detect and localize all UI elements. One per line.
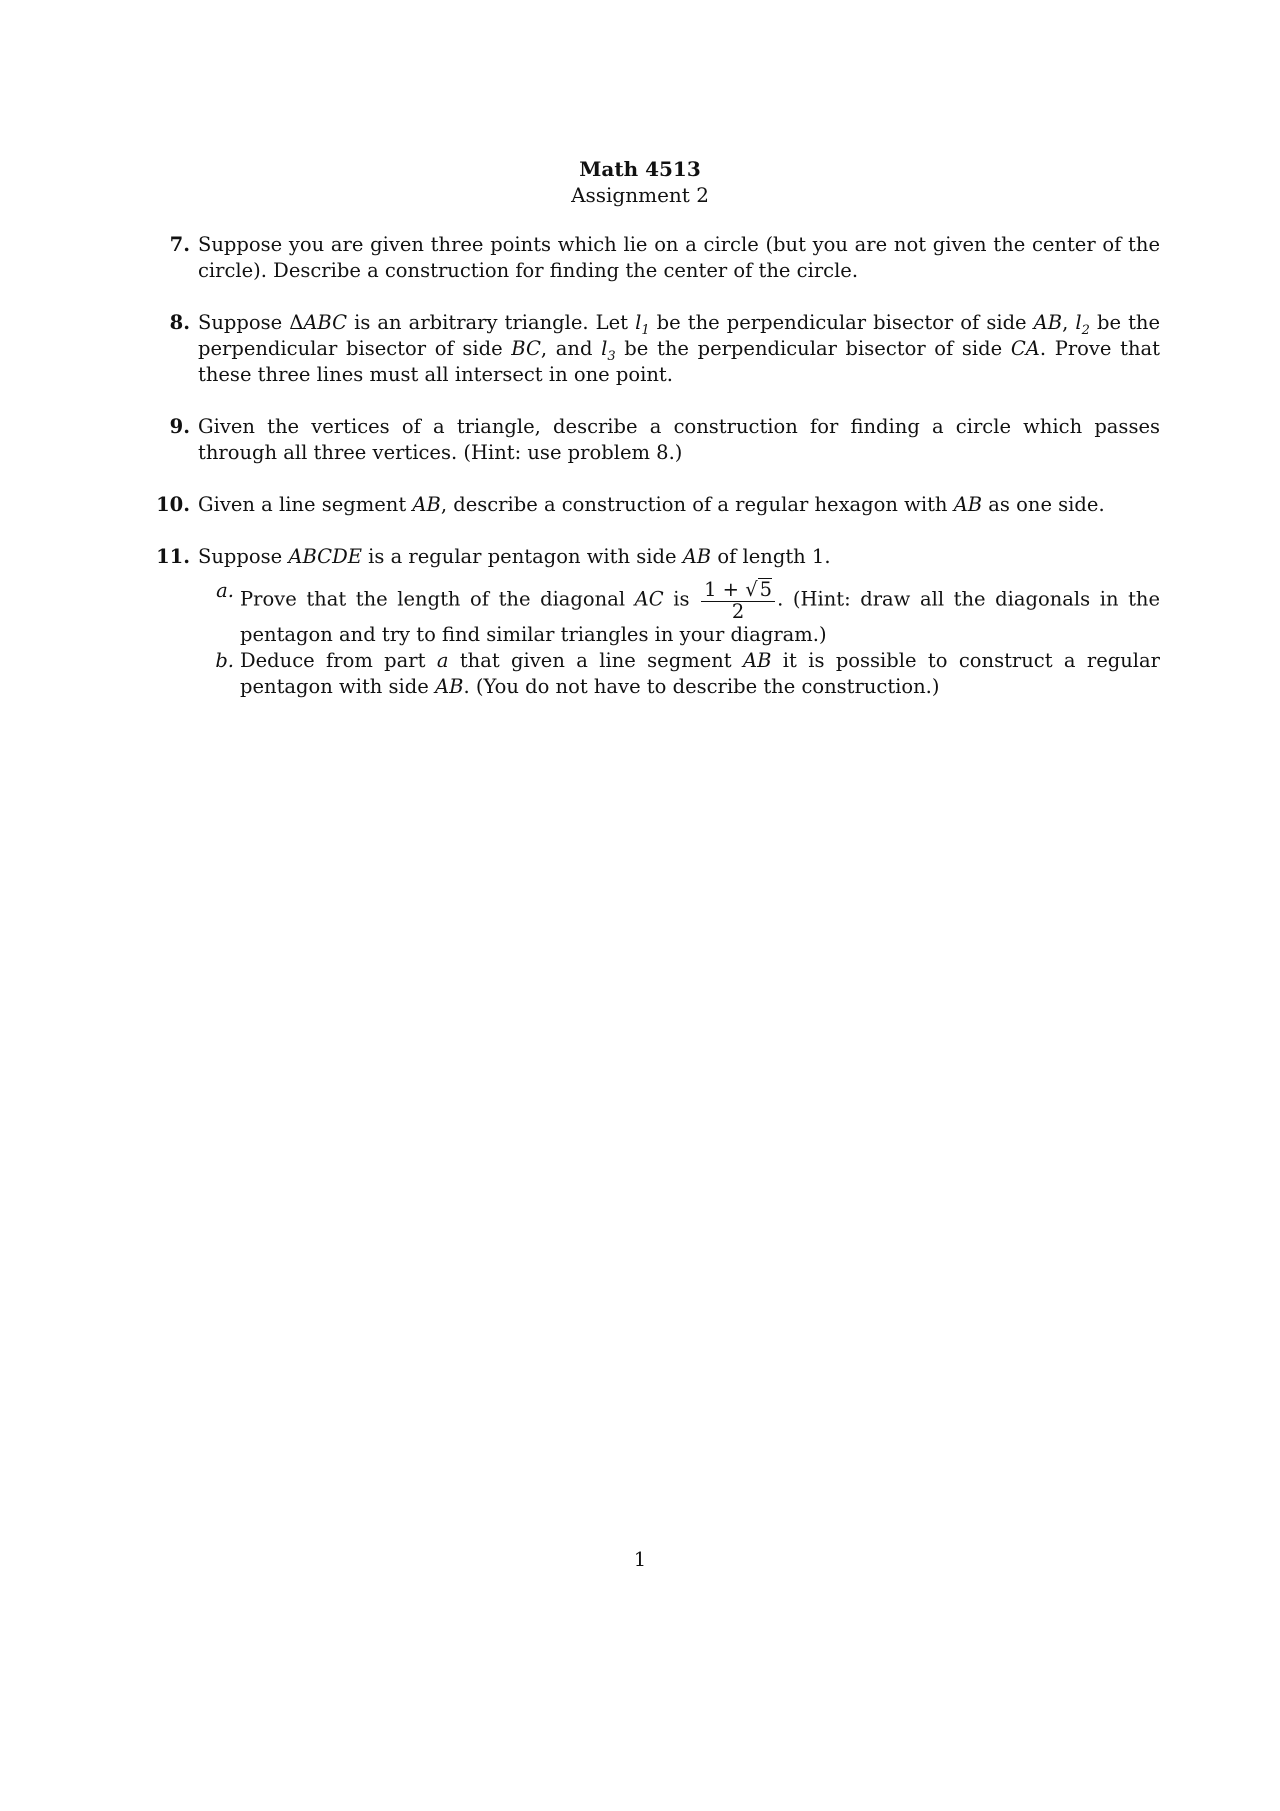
course-title: Math 4513 [579,157,701,181]
math-l2: $l_2$ [1075,311,1090,338]
assignment-subtitle: Assignment 2 [571,183,709,207]
math-ab: AB [742,649,772,672]
text-segment: , [1062,311,1076,334]
problem-list [154,232,1160,726]
text-segment: Given a line segment [198,493,413,516]
text-segment: is [663,587,700,611]
text-segment: . Prove that these three lines must all intersect in one point. [198,337,1160,386]
sqrt-symbol: √ [745,578,758,601]
problem-9 [154,414,1160,466]
problem-10 [154,492,1160,518]
problem-7 [154,232,1160,284]
golden-ratio-fraction [701,578,775,622]
math-a: a [436,649,449,672]
part-label: a. [216,579,234,602]
text-segment: be the perpendicular bisector of side [649,311,1034,334]
math-ab: AB [435,675,464,698]
text-segment: Suppose [198,545,289,568]
text-segment: , and [540,337,602,360]
sqrt-argument: 5 [759,578,773,601]
part-a [198,578,1160,648]
math-ab: AB [953,493,983,516]
problem-number: 8. [169,311,190,334]
part-b [198,648,1160,700]
math-abc: ABC [303,311,348,334]
text-segment: Suppose [198,311,290,334]
problem-number: 10. [156,493,190,516]
problem-text: Given the vertices of a triangle, describe a construction for finding a circle which passes through all three vertices. (Hint: use problem 8.) [198,415,1160,464]
page-number: 1 [633,1548,647,1571]
text-segment: be the perpendicular bisector of side [615,337,1011,360]
text-segment: of length 1. [711,545,831,568]
text-segment: as one side. [982,493,1105,516]
text-segment: . (Hint: draw all the diagonals in the pentagon and try to find similar triangles in your diagram.) [240,587,1161,646]
math-abcde: ABCDE [288,545,362,568]
text-segment: is a regular pentagon with side [361,545,683,568]
fraction-numerator: 1 + √ 5 [701,578,775,602]
math-ab: AB [1033,311,1063,334]
math-ac: AC [634,587,664,611]
text-segment: Deduce from part [240,649,437,672]
math-l3: $l_3$ [601,337,616,364]
math-ca: CA [1010,337,1040,360]
math-bc: BC [511,337,541,360]
document-header [0,156,1280,208]
math-l1: $l_1$ [635,311,650,338]
problem-8 [154,310,1160,388]
text-segment: be the perpendicular bisector of side [198,311,1161,360]
problem-text: Suppose you are given three points which lie on a circle (but you are not given the center of the circle). Describe a construction for finding the center of the circle. [198,233,1160,282]
text-segment: that given a line segment [448,649,743,672]
fraction-denominator: 2 [731,600,745,623]
problem-number: 11. [156,545,190,568]
problem-11 [154,544,1160,700]
text-segment: is an arbitrary triangle. Let [347,311,636,334]
math-ab: AB [682,545,712,568]
part-label: b. [215,649,234,672]
text-segment: , describe a construction of a regular hexagon with [440,493,954,516]
problem-parts [198,578,1160,700]
problem-number: 7. [169,233,190,256]
delta-symbol: Δ [289,311,304,334]
text-segment: . (You do not have to describe the construction.) [463,675,940,698]
problem-number: 9. [169,415,190,438]
math-ab: AB [412,493,441,516]
text-segment: it is possible to construct a regular pentagon with side [240,649,1160,698]
text-segment: Prove that the length of the diagonal [240,587,635,611]
